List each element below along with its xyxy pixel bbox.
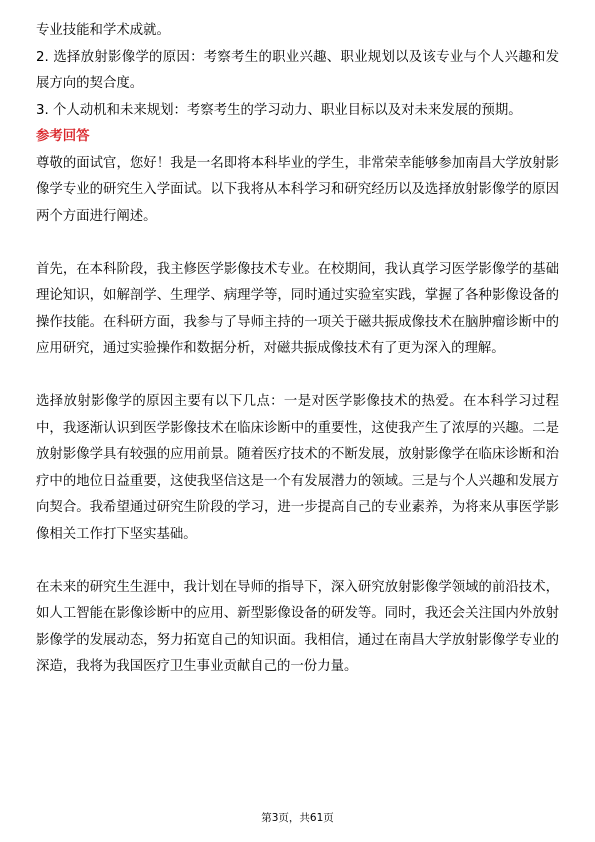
criteria-item-3: 3. 个人动机和未来规划：考察考生的学习动力、职业目标以及对未来发展的预期。 (36, 102, 522, 118)
criteria-tail-line: 专业技能和学术成就。 (36, 23, 170, 38)
answer-paragraph-undergrad: 首先，在本科阶段，我主修医学影像技术专业。在校期间，我认真学习医学影像学的基础理论知识，如解剖学、生理学、病理学等，同时通过实验室实践，掌握了各种影像设备的操作技能。在科研方面，我参与了导师主持的一项关于磁共振成像技术在脑肿瘤诊断中的应用研究，通过实验操作和数据分析，对磁共振成像技术有了更为深入的理解。 (36, 261, 559, 356)
answer-paragraph-reasons: 选择放射影像学的原因主要有以下几点：一是对医学影像技术的热爱。在本科学习过程中，我逐渐认识到医学影像技术在临床诊断中的重要性，这使我产生了浓厚的兴趣。二是放射影像学具有较强的应用前景。随着医疗技术的不断发展，放射影像学在临床诊断和治疗中的地位日益重要，这使我坚信这是一个有发展潜力的领域。三是与个人兴趣和发展方向契合。我希望通过研究生阶段的学习，进一步提高自己的专业素养，为将来从事医学影像相关工作打下坚实基础。 (36, 394, 559, 542)
criteria-item-2: 2. 选择放射影像学的原因：考察考生的职业兴趣、职业规划以及该专业与个人兴趣和发展方向的契合度。 (36, 49, 559, 91)
answer-paragraph-intro: 尊敬的面试官，您好！我是一名即将本科毕业的学生，非常荣幸能够参加南昌大学放射影像学专业的研究生入学面试。以下我将从本科学习和研究经历以及选择放射影像学的原因两个方面进行阐述。 (36, 155, 559, 224)
reference-answer-heading: 参考回答 (36, 129, 90, 144)
answer-paragraph-future: 在未来的研究生生涯中，我计划在导师的指导下，深入研究放射影像学领域的前沿技术，如人工智能在影像诊断中的应用、新型影像设备的研发等。同时，我还会关注国内外放射影像学的发展动态，努力拓宽自己的知识面。我相信，通过在南昌大学放射影像学专业的深造，我将为我国医疗卫生事业贡献自己的一份力量。 (36, 579, 559, 674)
page-number: 第3页，共61页 (261, 812, 334, 824)
document-body (36, 18, 559, 681)
